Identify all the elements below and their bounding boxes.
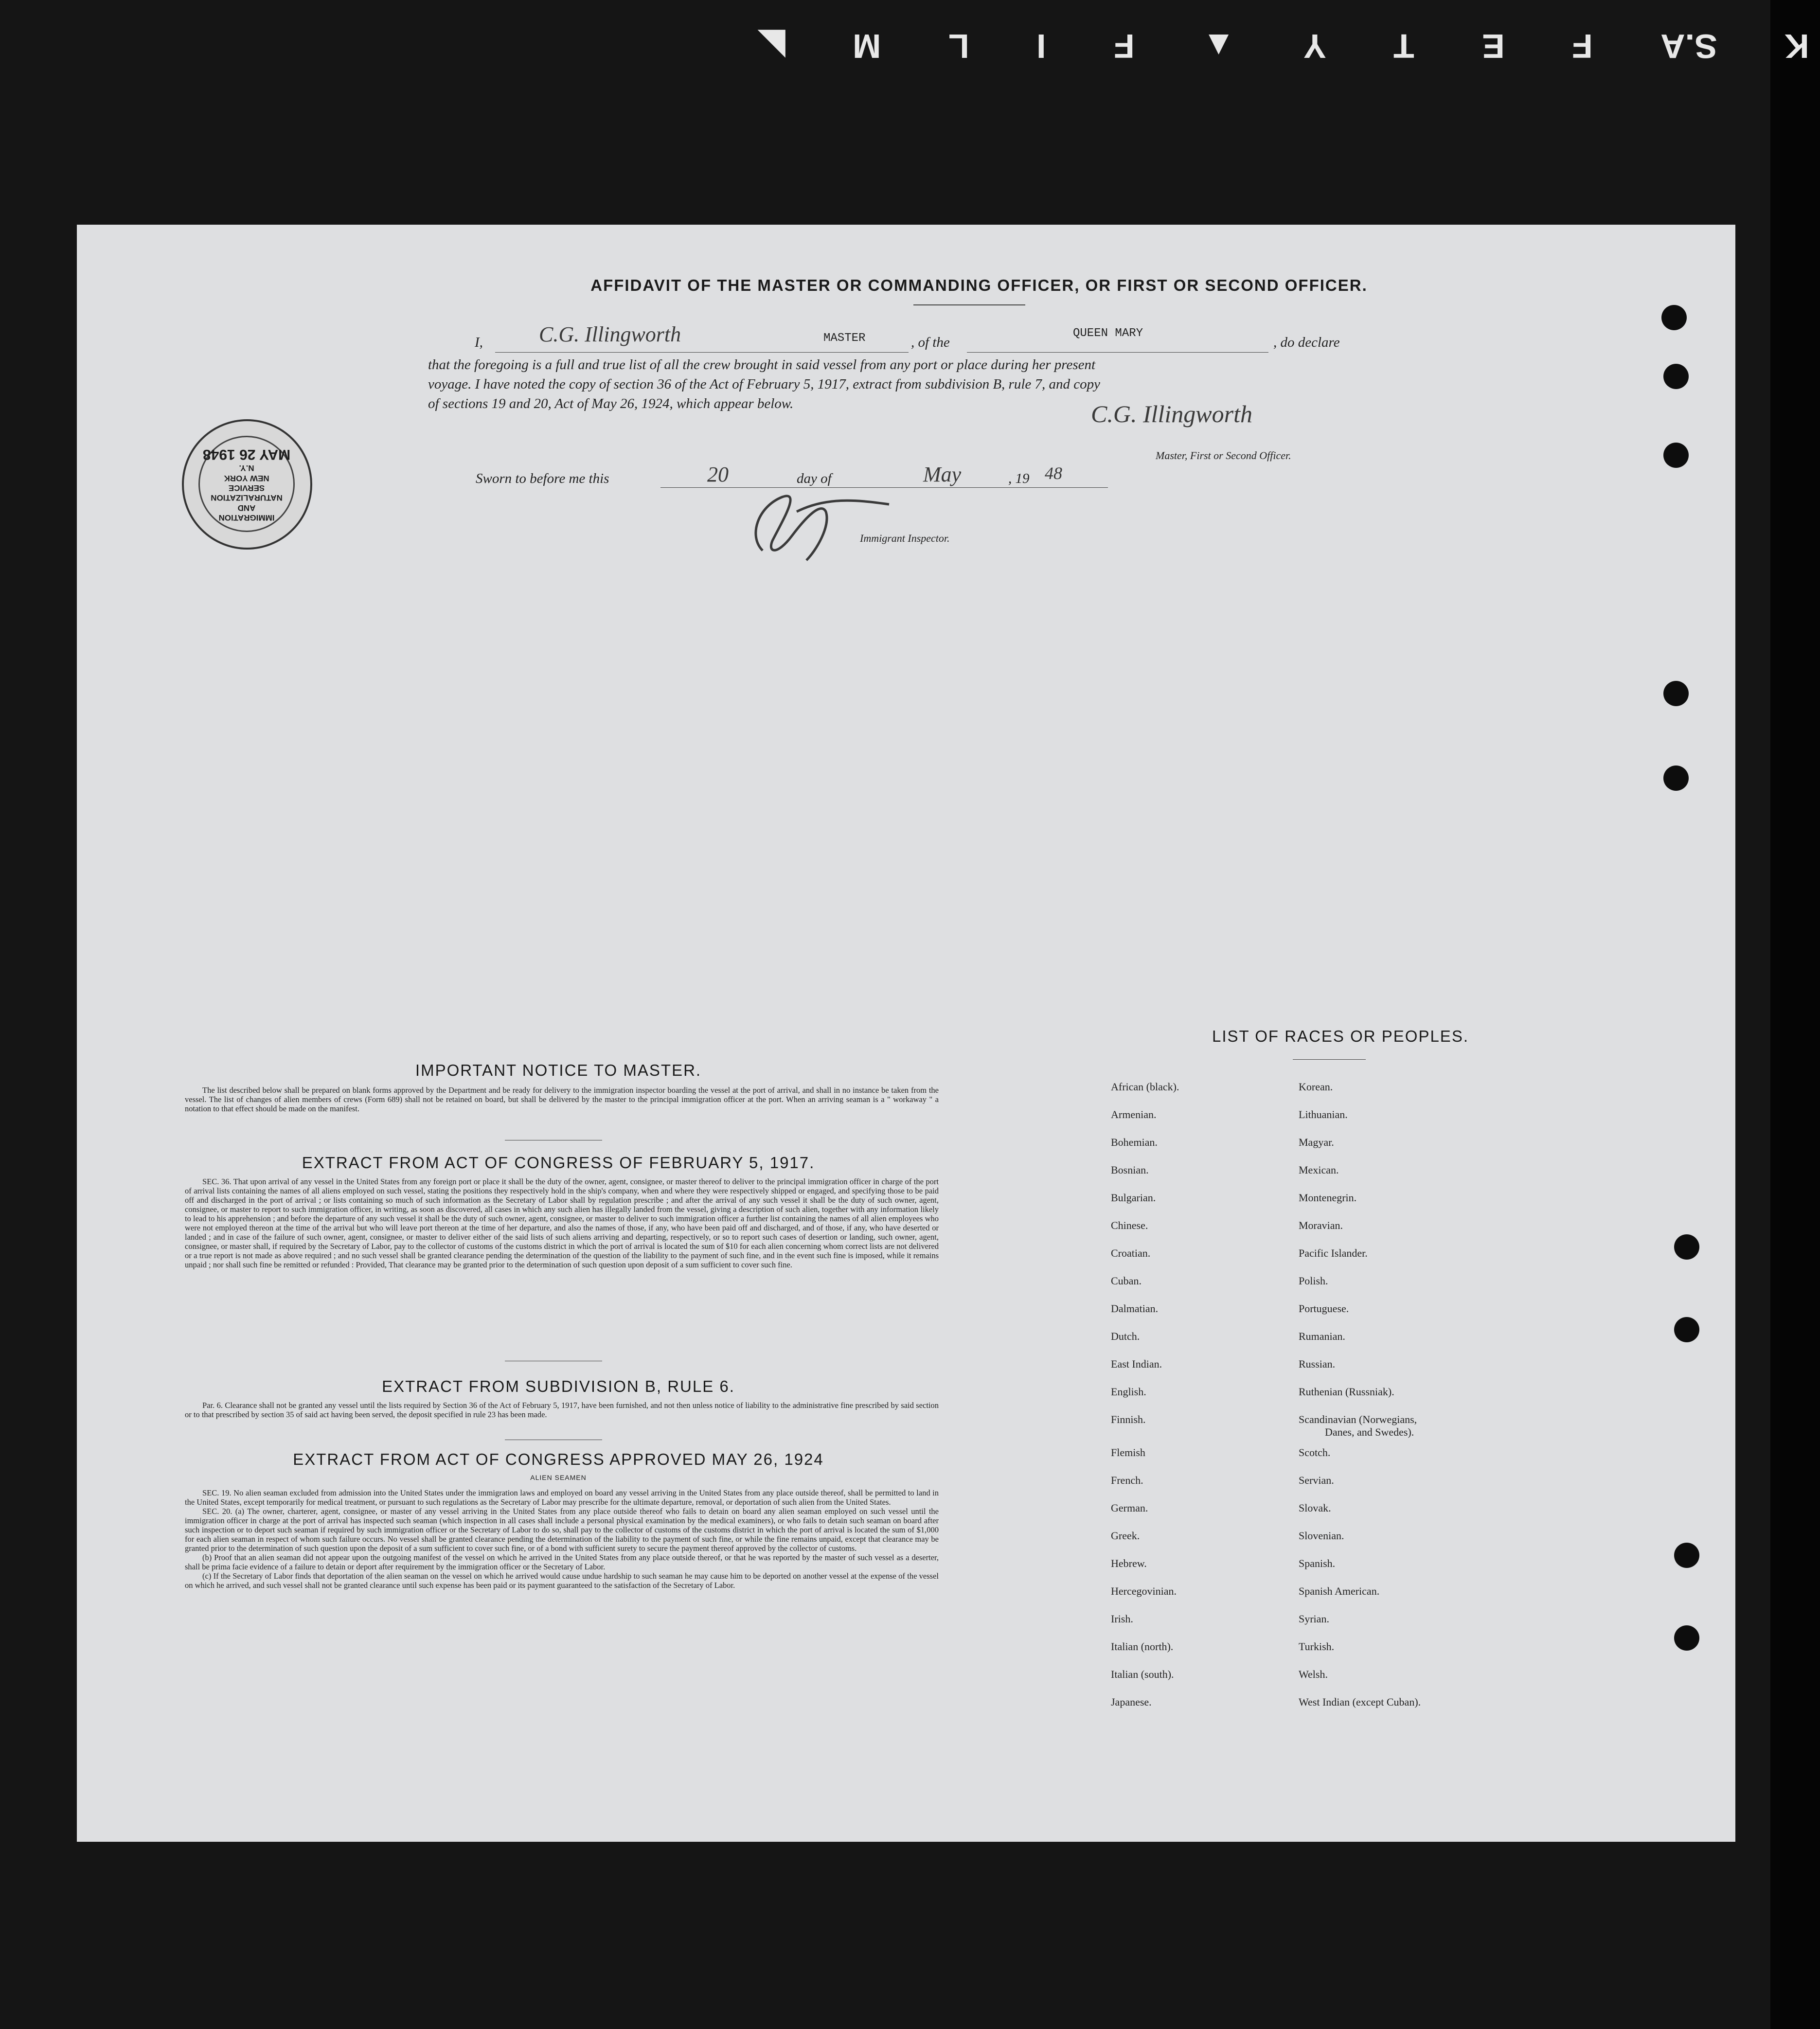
race-item: Syrian.: [1299, 1613, 1329, 1625]
subdivision-text: [185, 1401, 939, 1419]
alien-seamen-subtitle: ALIEN SEAMEN: [530, 1474, 587, 1481]
stamp-state: N.Y.: [239, 463, 254, 473]
film-edge-lettering: [759, 19, 1809, 73]
race-item: English.: [1111, 1386, 1146, 1398]
film-char: E: [1481, 27, 1505, 65]
punch-hole: [1663, 443, 1689, 468]
film-char: K: [1784, 27, 1809, 65]
race-item: Montenegrin.: [1299, 1192, 1357, 1204]
punch-hole: [1663, 364, 1689, 389]
race-item: African (black).: [1111, 1081, 1179, 1093]
immigration-stamp: [182, 419, 312, 550]
stamp-service: IMMIGRATION AND NATURALIZATION SERVICE: [211, 483, 283, 523]
film-char: L: [948, 27, 969, 65]
race-item: Pacific Islander.: [1299, 1247, 1368, 1259]
notice-text: [185, 1086, 939, 1113]
declaration-line-4: of sections 19 and 20, Act of May 26, 1924, which appear below.: [428, 396, 794, 411]
race-item: Korean.: [1299, 1081, 1333, 1093]
race-item: Chinese.: [1111, 1219, 1148, 1231]
punch-hole: [1674, 1625, 1699, 1651]
declaration-line-3: voyage. I have noted the copy of section 36 of the Act of February 5, 1917, extract from subdivision B, rule 7, and copy: [428, 376, 1101, 392]
races-title: LIST OF RACES OR PEOPLES.: [1212, 1027, 1469, 1045]
extract-1917-title: EXTRACT FROM ACT OF CONGRESS OF FEBRUARY 5, 1917.: [302, 1154, 815, 1172]
race-item: Irish.: [1111, 1613, 1133, 1625]
race-item: Flemish: [1111, 1446, 1145, 1459]
race-item: German.: [1111, 1502, 1148, 1514]
sworn-text: Sworn to before me this: [476, 471, 609, 486]
film-char: ▲: [1202, 27, 1236, 65]
sworn-year: 48: [1045, 463, 1062, 483]
race-item: Hercegovinian.: [1111, 1585, 1177, 1597]
film-char: F: [1572, 27, 1593, 65]
race-item: Turkish.: [1299, 1640, 1335, 1653]
race-item: Scandinavian (Norwegians,: [1299, 1413, 1417, 1425]
master-name-handwritten: C.G. Illingworth: [539, 322, 681, 346]
of-the-text: , of the: [911, 335, 950, 350]
film-char: I: [1036, 27, 1046, 65]
declaration-line-2: that the foregoing is a full and true list of all the crew brought in said vessel from any port or place during her present: [428, 357, 1096, 373]
vessel-name-typed: QUEEN MARY: [1073, 327, 1143, 340]
race-item: Slovak.: [1299, 1502, 1331, 1514]
master-signature-label: Master, First or Second Officer.: [1156, 449, 1291, 462]
race-item: Scotch.: [1299, 1446, 1331, 1459]
section-20c: (c) If the Secretary of Labor finds that deportation of the alien seaman on the vessel on which he arrived would cause undue hardship to such seaman he may cause him to be deported on another vessel at the expense of the vessel on which he arrived, and such vessel shall not be granted clearance until such expense has been paid or its payment guaranteed to the satisfaction of the Secretary of Labor.: [185, 1571, 939, 1590]
extract-1924-title: EXTRACT FROM ACT OF CONGRESS APPROVED MAY 26, 1924: [293, 1450, 824, 1468]
notice-paragraph: The list described below shall be prepared on blank forms approved by the Department and be ready for delivery to the immigration inspector boarding the vessel at the port of arrival, and shall in no instance be taken from the vessel. The list of changes of alien members of crews (Form 689) shall not be retained on board, but shall be delivered by the master to the principal immigration officer at the port. When an arriving seaman is a " workaway " a notation to that effect should be made on the manifest.: [185, 1086, 939, 1113]
race-item: Japanese.: [1111, 1696, 1152, 1708]
affidavit-i: I,: [475, 335, 483, 350]
race-item: Bosnian.: [1111, 1164, 1149, 1176]
race-item: Greek.: [1111, 1530, 1140, 1542]
section-20a: SEC. 20. (a) The owner, charterer, agent, consignee, or master of any vessel arriving in the United States from any place outside thereof who fails to detain on board any alien seaman employed on such vessel until the immigration officer in charge at the port of arrival has inspected such seaman (which inspection in all cases shall include a personal physical examination by the medical examiners), or who fails to detain such seaman on board after such inspection or to deport such seaman if required by such immigration officer or the Secretary of Labor to do so, shall pay to the collector of customs of the customs district in which the port of arrival is located the sum of $1,000 for each alien seaman in respect of whom such failure occurs. No vessel shall be granted clearance pending the determination of the liability to the payment of such fine, or while the fine remains unpaid, except that clearance may be granted prior to the determination of such question upon the deposit of a sum sufficient to cover such fine, or of a bond with sufficient surety to secure the payment thereof approved by the collector of customs.: [185, 1507, 939, 1553]
race-item: Mexican.: [1299, 1164, 1339, 1176]
race-item: Lithuanian.: [1299, 1108, 1348, 1121]
punch-hole: [1663, 681, 1689, 706]
section-20b: (b) Proof that an alien seaman did not appear upon the outgoing manifest of the vessel on which he arrived in the United States from any place outside thereof, or that he was reported by the master of such vessel as a deserter, shall be prima facie evidence of a failure to detain or deport after requirement by the immigration officer or the Secretary of Labor.: [185, 1553, 939, 1571]
race-item: Spanish.: [1299, 1557, 1336, 1569]
extract-1917-paragraph: SEC. 36. That upon arrival of any vessel in the United States from any foreign port or place it shall be the duty of the owner, agent, consignee, or master thereof to deliver to the principal immigration officer in charge of the port of arrival lists containing the names of all aliens employed on such vessel, stating the positions they respectively hold in the ship's company, when and where they were respectively shipped or engaged, and specifying those to be paid off and discharged in the port of arrival ; or lists containing so much of such information as the Secretary of Labor shall by regulation prescribe ; and after the arrival of any such vessel it shall be the duty of such owner, agent, consignee, or master to report to such immigration officer, in writing, as soon as discovered, all cases in which any such alien has illegally landed from the vessel, giving a description of such alien, together with any information likely to lead to his apprehension ; and before the departure of any such vessel it shall be the duty of such owner, agent, consignee, or master to deliver to such immigration officer a further list containing the names of all alien employees who were not employed thereon at the time of the arrival but who will leave port thereon at the time of her departure, and also the names of those, if any, who have been paid off and discharged, and of those, if any, who have deserted or landed ; and in case of the failure of such owner, agent, consignee, or master to deliver either of the said lists of such aliens arriving and departing, respectively, or so to report such cases of desertion or landing, such owner, agent, consignee, or master shall, if required by the Secretary of Labor, pay to the collector of customs of the customs district in which the port of arrival is located the sum of $10 for each alien concerning whom correct lists are not delivered or a true report is not made as above required ; and no such vessel shall be granted clearance pending the determination of the question of the liability to the payment of such fine, and in the event such fine is imposed, while it remains unpaid ; nor shall such fine be remitted or refunded : Provided, That clearance may be granted prior to the determination of such question upon deposit of a sum sufficient to cover such fine.: [185, 1177, 939, 1269]
race-item: Cuban.: [1111, 1275, 1142, 1287]
vessel-underline: [967, 352, 1268, 353]
sworn-day: 20: [707, 463, 729, 486]
inspector-label: Immigrant Inspector.: [860, 532, 950, 544]
race-item: Italian (north).: [1111, 1640, 1174, 1653]
notice-title: IMPORTANT NOTICE TO MASTER.: [415, 1061, 702, 1079]
sworn-month: May: [923, 463, 962, 486]
race-item: Ruthenian (Russniak).: [1299, 1386, 1394, 1398]
subdivision-title: EXTRACT FROM SUBDIVISION B, RULE 6.: [382, 1377, 735, 1395]
film-char: S.A: [1660, 27, 1717, 65]
document-page: [77, 225, 1735, 1842]
inspector-signature: [729, 478, 904, 570]
race-item: Finnish.: [1111, 1413, 1146, 1425]
year-prefix: , 19: [1008, 471, 1030, 486]
film-edge-dark: [1770, 0, 1820, 2029]
race-item: Dalmatian.: [1111, 1302, 1159, 1315]
subdivision-paragraph: Par. 6. Clearance shall not be granted any vessel until the lists required by Section 36 of the Act of February 5, 1917, have been furnished, and not then unless notice of liability to the administrative fine prescribed by said section or to that prescribed by section 35 of said act having been served, the deposit specified in rule 23 has been made.: [185, 1401, 939, 1419]
race-item: Magyar.: [1299, 1136, 1334, 1148]
race-item: Rumanian.: [1299, 1330, 1345, 1342]
race-item-continued: Danes, and Swedes).: [1325, 1426, 1414, 1438]
race-item: Dutch.: [1111, 1330, 1140, 1342]
punch-hole: [1663, 765, 1689, 791]
race-item: East Indian.: [1111, 1358, 1162, 1370]
film-char: ◣: [759, 27, 785, 65]
race-item: Croatian.: [1111, 1247, 1151, 1259]
race-item: Russian.: [1299, 1358, 1336, 1370]
rank-typed: MASTER: [823, 332, 866, 345]
race-item: West Indian (except Cuban).: [1299, 1696, 1421, 1708]
stamp-date: MAY 26 1948: [202, 446, 291, 463]
race-item: Armenian.: [1111, 1108, 1157, 1121]
extract-1924-text: [185, 1488, 939, 1590]
race-item: Slovenian.: [1299, 1530, 1344, 1542]
stamp-city: NEW YORK: [224, 473, 269, 483]
name-underline: [495, 352, 909, 353]
race-item: Italian (south).: [1111, 1668, 1174, 1680]
race-item: Spanish American.: [1299, 1585, 1380, 1597]
film-char: M: [852, 27, 881, 65]
extract-1917-text: [185, 1177, 939, 1269]
race-item: Servian.: [1299, 1474, 1334, 1486]
race-item: Bulgarian.: [1111, 1192, 1156, 1204]
punch-hole: [1674, 1317, 1699, 1342]
race-item: Polish.: [1299, 1275, 1328, 1287]
punch-hole: [1674, 1234, 1699, 1260]
race-item: Bohemian.: [1111, 1136, 1158, 1148]
races-title-rule: [1293, 1059, 1366, 1060]
race-item: French.: [1111, 1474, 1143, 1486]
section-19: SEC. 19. No alien seaman excluded from admission into the United States under the immigration laws and employed on board any vessel arriving in the United States from any place outside thereof, shall be permitted to land in the United States, except temporarily for medical treatment, or pursuant to such regulations as the Secretary of Labor may prescribe for the ultimate departure, removal, or deportation of such alien from the United States.: [185, 1488, 939, 1507]
race-item: Welsh.: [1299, 1668, 1328, 1680]
do-declare-text: , do declare: [1273, 335, 1340, 350]
film-char: T: [1393, 27, 1414, 65]
punch-hole: [1674, 1543, 1699, 1568]
punch-hole: [1661, 305, 1687, 330]
affidavit-title: AFFIDAVIT OF THE MASTER OR COMMANDING OFFICER, OR FIRST OR SECOND OFFICER.: [590, 276, 1368, 294]
race-item: Hebrew.: [1111, 1557, 1147, 1569]
title-rule: [913, 304, 1025, 305]
film-char: F: [1113, 27, 1135, 65]
day-of-text: day of: [797, 471, 832, 486]
race-item: Portuguese.: [1299, 1302, 1349, 1315]
race-item: Moravian.: [1299, 1219, 1343, 1231]
film-char: Y: [1303, 27, 1326, 65]
master-signature: C.G. Illingworth: [1091, 400, 1252, 427]
